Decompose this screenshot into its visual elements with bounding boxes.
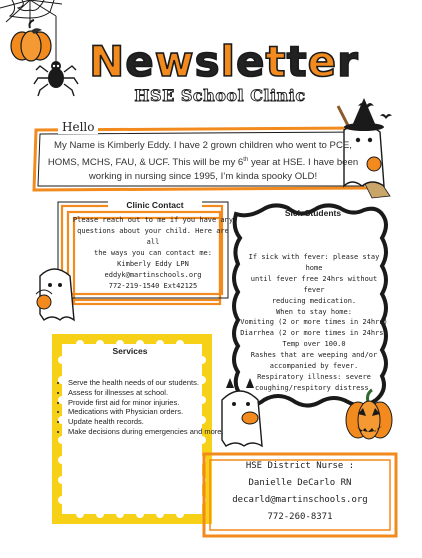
sick-students-title: Sick Students: [284, 208, 342, 218]
newsletter-title: [74, 38, 374, 86]
sick-students-body: [240, 252, 388, 394]
title-letter: l: [220, 37, 236, 86]
clinic-line: questions about your child. Here are all: [77, 227, 229, 246]
sick-line: Temp over 100.0: [282, 340, 346, 349]
sick-line: Diarrhea (2 or more times in 24hrs): [240, 329, 388, 338]
pumpkin-icon: [11, 20, 51, 61]
sick-line: When to stay home:: [276, 307, 352, 316]
sick-line: coughing/respitory distress.: [254, 383, 373, 392]
title-letter: e: [125, 37, 155, 86]
subtitle: HSE School Clinic: [134, 86, 306, 105]
intro-text-part: year at HSE. I have been working in nursing since 1995, I’m kinda spooky OLD!: [88, 157, 359, 183]
nurse-name: Danielle DeCarlo RN: [248, 478, 352, 488]
clinic-line: Kimberly Eddy LPN: [117, 260, 189, 268]
sick-line: Rashes that are weeping and/or: [250, 351, 378, 360]
clinic-contact-title: Clinic Contact: [126, 200, 184, 210]
sick-line: Vomiting (2 or more times in 24hrs): [240, 318, 388, 327]
title-letter: t: [286, 37, 308, 86]
clinic-phone: 772-219-1540 Ext42125: [108, 282, 198, 290]
jack-o-lantern-icon: [346, 390, 392, 439]
clinic-line: Please reach out to me if you have any: [72, 216, 234, 224]
list-item: • Medications with Physician orders.: [68, 407, 228, 417]
services-list: [56, 378, 228, 437]
title-letter: e: [236, 37, 266, 86]
clinic-contact-body: [70, 215, 236, 292]
list-item: • Serve the health needs of our students.: [68, 378, 228, 388]
title-letter: s: [194, 37, 221, 86]
services-title: Services: [112, 346, 148, 356]
ghost-icon: [36, 269, 74, 320]
intro-sup: th: [243, 157, 249, 163]
intro-text: [42, 139, 364, 184]
title-letter: e: [307, 37, 338, 86]
list-item: • Make decisions during emergencies and more.: [68, 427, 228, 437]
title-letter: r: [337, 37, 359, 86]
list-item: • Provide first aid for minor injuries.: [68, 398, 228, 408]
sick-line: until fever free 24hrs without fever: [250, 274, 378, 294]
clinic-line: the ways you can contact me:: [93, 249, 212, 257]
title-letter: N: [89, 37, 126, 86]
nurse-label: HSE District Nurse :: [245, 461, 355, 471]
clinic-email[interactable]: eddyk@martinschools.org: [104, 271, 202, 279]
list-item: • Update health records.: [68, 417, 228, 427]
spider-icon: [34, 61, 78, 96]
sick-line: reducing medication.: [271, 296, 357, 305]
title-letter: w: [154, 37, 195, 86]
intro-text-part: My Name is Kimberly Eddy. I have 2 grown children who went to PCE, HOMS, MCHS, FAU, & UCF. This will be my 6: [47, 140, 352, 169]
nurse-email[interactable]: decarld@martinschools.org: [232, 495, 368, 505]
sick-line: Respiratory illness: severe: [257, 372, 371, 381]
sick-line: accompanied by fever.: [269, 362, 359, 371]
nurse-phone: 772-260-8371: [267, 512, 333, 522]
district-nurse-box: [208, 458, 392, 526]
sick-line: If sick with fever: please stay home: [248, 253, 380, 272]
title-letter: t: [265, 37, 287, 86]
greeting: Hello: [58, 120, 98, 134]
list-item: • Assess for illnesses at school.: [68, 388, 228, 398]
